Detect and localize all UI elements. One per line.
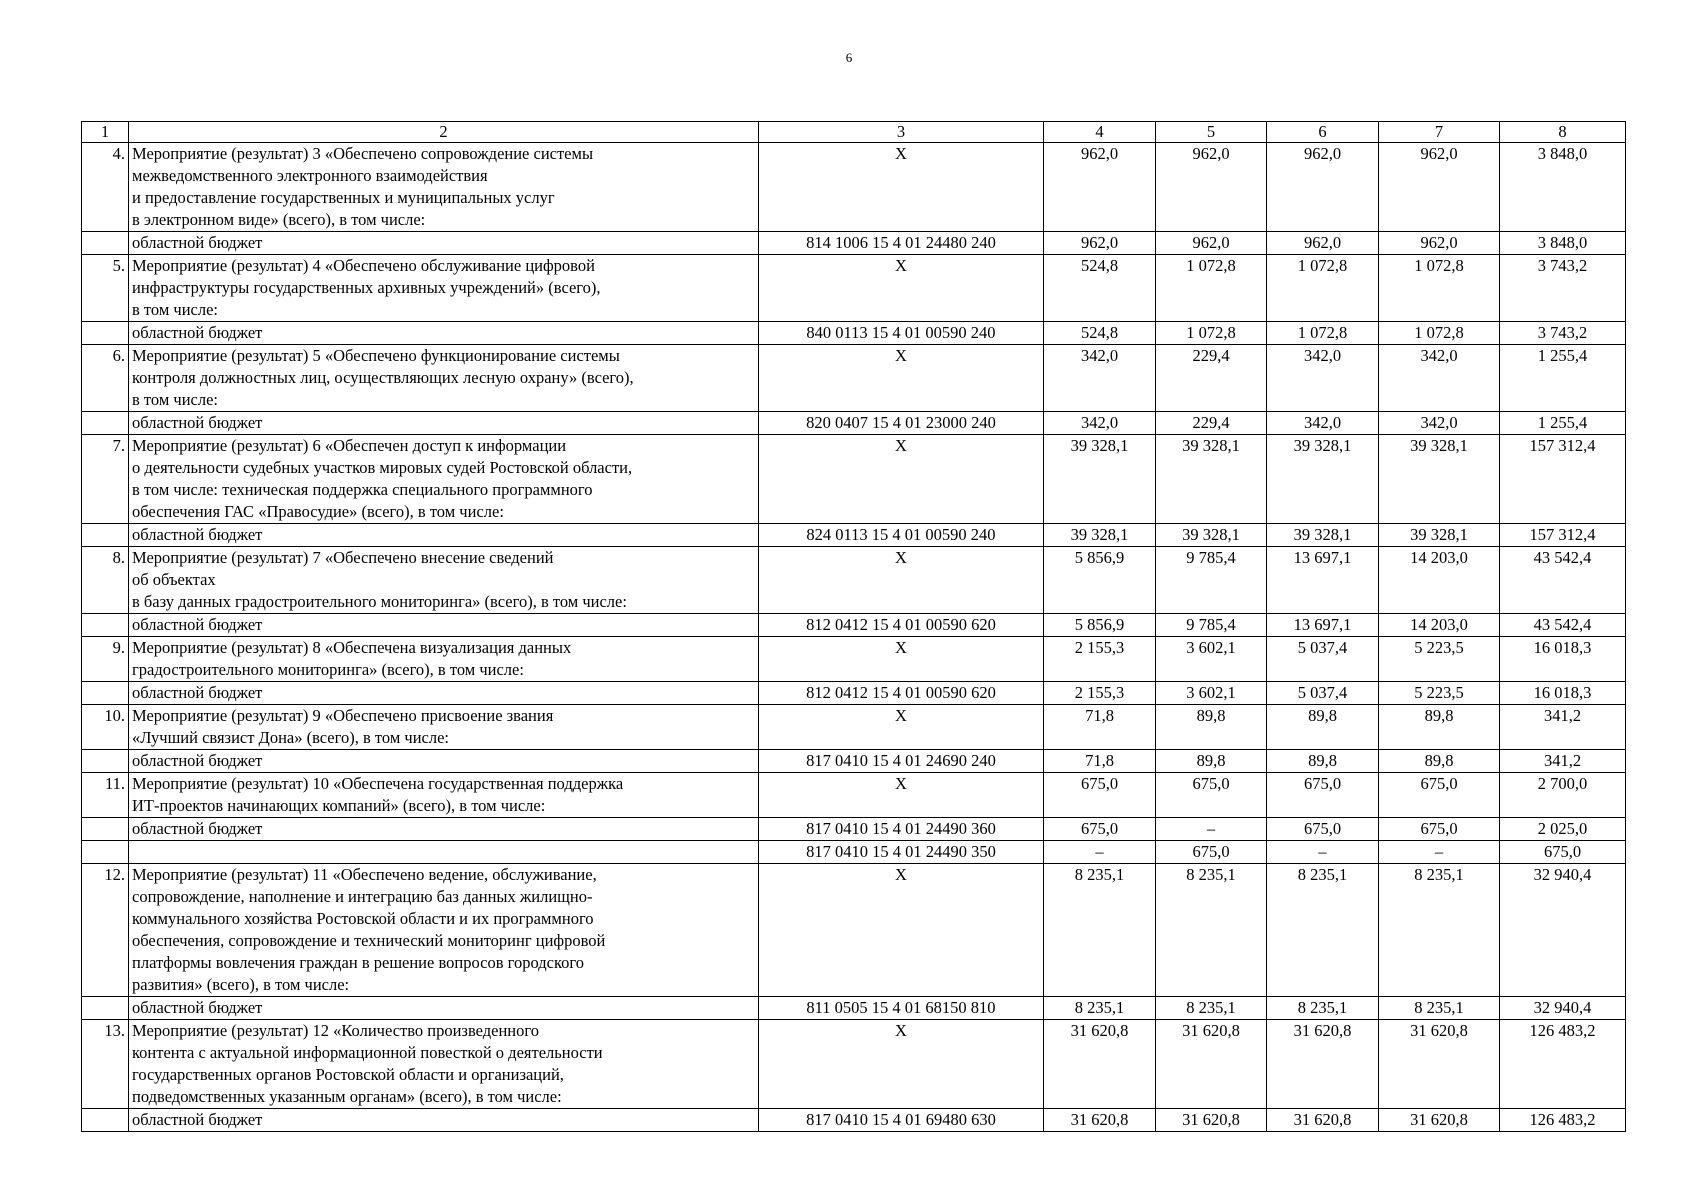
amount-cell: 675,0 [1500,841,1626,864]
row-number-cell: 10. [82,705,129,750]
budget-code-cell: 812 0412 15 4 01 00590 620 [759,614,1044,637]
description-line: областной бюджет [132,1110,263,1129]
measure-row [82,255,1626,322]
budget-code-cell: 817 0410 15 4 01 24490 360 [759,818,1044,841]
measure-row [82,547,1626,614]
amount-cell: 31 620,8 [1379,1109,1500,1132]
budget-row [82,750,1626,773]
amount-cell: 1 072,8 [1379,255,1500,322]
description-cell [129,705,759,750]
amount-cell: 71,8 [1044,750,1156,773]
description-line: областной бюджет [132,819,263,838]
description-cell [129,818,759,841]
amount-cell: 39 328,1 [1156,524,1267,547]
amount-cell: 1 072,8 [1156,255,1267,322]
amount-cell: 3 602,1 [1156,682,1267,705]
description-cell [129,841,759,864]
amount-cell: 89,8 [1267,750,1379,773]
amount-cell: – [1379,841,1500,864]
description-cell [129,412,759,435]
description-line: Мероприятие (результат) 4 «Обеспечено обслуживание цифровой [132,256,595,275]
amount-cell: 962,0 [1156,232,1267,255]
header-cell: 8 [1500,122,1626,143]
description-line: Мероприятие (результат) 7 «Обеспечено внесение сведений [132,548,554,567]
row-number-cell: 7. [82,435,129,524]
budget-row [82,232,1626,255]
description-line: обеспечения, сопровождение и технический мониторинг цифровой [132,931,606,950]
amount-cell: 3 743,2 [1500,322,1626,345]
description-line: Мероприятие (результат) 8 «Обеспечена визуализация данных [132,638,572,657]
budget-code-cell: Х [759,547,1044,614]
description-cell [129,773,759,818]
amount-cell: 13 697,1 [1267,547,1379,614]
measure-row [82,345,1626,412]
amount-cell: 8 235,1 [1044,864,1156,997]
table-body [82,122,1626,1132]
amount-cell: 524,8 [1044,255,1156,322]
amount-cell: 89,8 [1156,705,1267,750]
measure-row [82,1020,1626,1109]
amount-cell: 32 940,4 [1500,997,1626,1020]
row-number-cell: 12. [82,864,129,997]
amount-cell: 31 620,8 [1156,1020,1267,1109]
description-line: Мероприятие (результат) 9 «Обеспечено присвоение звания [132,706,554,725]
amount-cell: 13 697,1 [1267,614,1379,637]
amount-cell: 229,4 [1156,345,1267,412]
amount-cell: 31 620,8 [1379,1020,1500,1109]
description-cell [129,614,759,637]
description-line: межведомственного электронного взаимодействия [132,166,488,185]
amount-cell: 32 940,4 [1500,864,1626,997]
budget-code-cell: 817 0410 15 4 01 24490 350 [759,841,1044,864]
amount-cell: 8 235,1 [1156,997,1267,1020]
header-cell: 4 [1044,122,1156,143]
budget-code-cell: Х [759,1020,1044,1109]
row-number-cell: 6. [82,345,129,412]
description-line: Мероприятие (результат) 3 «Обеспечено сопровождение системы [132,144,594,163]
description-line: областной бюджет [132,233,263,252]
budget-code-cell: 820 0407 15 4 01 23000 240 [759,412,1044,435]
budget-code-cell: 812 0412 15 4 01 00590 620 [759,682,1044,705]
measure-row [82,705,1626,750]
description-line: сопровождение, наполнение и интеграцию баз данных жилищно- [132,887,593,906]
amount-cell: 1 255,4 [1500,345,1626,412]
amount-cell: 5 037,4 [1267,682,1379,705]
row-number-cell: 5. [82,255,129,322]
amount-cell: 1 072,8 [1267,255,1379,322]
amount-cell: 39 328,1 [1156,435,1267,524]
description-line [132,841,755,863]
description-cell [129,232,759,255]
description-cell [129,345,759,412]
amount-cell: 2 025,0 [1500,818,1626,841]
row-number-cell [82,1109,129,1132]
amount-cell: 8 235,1 [1044,997,1156,1020]
amount-cell: 342,0 [1044,345,1156,412]
amount-cell: 341,2 [1500,705,1626,750]
header-cell: 3 [759,122,1044,143]
row-number-cell: 4. [82,143,129,232]
description-line: областной бюджет [132,323,263,342]
amount-cell: 31 620,8 [1267,1109,1379,1132]
amount-cell: 962,0 [1379,143,1500,232]
amount-cell: 342,0 [1379,412,1500,435]
amount-cell: 229,4 [1156,412,1267,435]
amount-cell: 8 235,1 [1379,997,1500,1020]
description-cell [129,547,759,614]
budget-code-cell: Х [759,637,1044,682]
amount-cell: 14 203,0 [1379,547,1500,614]
amount-cell: 2 155,3 [1044,682,1156,705]
description-cell [129,143,759,232]
description-line: Мероприятие (результат) 10 «Обеспечена государственная поддержка [132,774,624,793]
amount-cell: 39 328,1 [1267,524,1379,547]
amount-cell: 126 483,2 [1500,1109,1626,1132]
amount-cell: 5 037,4 [1267,637,1379,682]
amount-cell: 126 483,2 [1500,1020,1626,1109]
amount-cell: 157 312,4 [1500,524,1626,547]
budget-row [82,524,1626,547]
amount-cell: 43 542,4 [1500,614,1626,637]
description-line: ИТ-проектов начинающих компаний» (всего), в том числе: [132,796,546,815]
amount-cell: 9 785,4 [1156,547,1267,614]
measure-row [82,435,1626,524]
amount-cell: 89,8 [1156,750,1267,773]
amount-cell: 3 743,2 [1500,255,1626,322]
description-cell [129,322,759,345]
budget-row [82,841,1626,864]
table-header-row [82,122,1626,143]
description-line: подведомственных указанным органам» (всего), в том числе: [132,1087,562,1106]
amount-cell: 675,0 [1379,818,1500,841]
description-cell [129,864,759,997]
description-line: об объектах [132,570,216,589]
description-line: областной бюджет [132,683,263,702]
budget-table [81,121,1626,1132]
description-line: «Лучший связист Дона» (всего), в том числе: [132,728,449,747]
description-line: в электронном виде» (всего), в том числе: [132,210,426,229]
measure-row [82,637,1626,682]
amount-cell: 31 620,8 [1156,1109,1267,1132]
description-line: областной бюджет [132,998,263,1017]
budget-row [82,614,1626,637]
amount-cell: 342,0 [1267,412,1379,435]
amount-cell: 675,0 [1044,773,1156,818]
amount-cell: 2 700,0 [1500,773,1626,818]
row-number-cell [82,232,129,255]
page-number: 6 [845,50,853,65]
amount-cell: 3 848,0 [1500,232,1626,255]
amount-cell: 5 223,5 [1379,637,1500,682]
budget-code-cell: Х [759,255,1044,322]
amount-cell: 8 235,1 [1267,864,1379,997]
measure-row [82,143,1626,232]
amount-cell: 2 155,3 [1044,637,1156,682]
description-line: областной бюджет [132,413,263,432]
header-cell: 2 [129,122,759,143]
amount-cell: 39 328,1 [1379,524,1500,547]
description-line: Мероприятие (результат) 6 «Обеспечен доступ к информации [132,436,567,455]
budget-code-cell: Х [759,143,1044,232]
budget-code-cell: Х [759,345,1044,412]
amount-cell: 962,0 [1044,143,1156,232]
description-line: областной бюджет [132,525,263,544]
amount-cell: 342,0 [1044,412,1156,435]
description-line: областной бюджет [132,615,263,634]
description-line: государственных органов Ростовской области и организаций, [132,1065,564,1084]
description-line: инфраструктуры государственных архивных учреждений» (всего), [132,278,601,297]
amount-cell: 1 072,8 [1267,322,1379,345]
description-line: в том числе: [132,300,219,319]
budget-row [82,818,1626,841]
amount-cell: 89,8 [1267,705,1379,750]
budget-code-cell: 840 0113 15 4 01 00590 240 [759,322,1044,345]
amount-cell: 43 542,4 [1500,547,1626,614]
budget-code-cell: Х [759,435,1044,524]
budget-row [82,997,1626,1020]
amount-cell: 71,8 [1044,705,1156,750]
budget-code-cell: Х [759,705,1044,750]
amount-cell: 5 856,9 [1044,547,1156,614]
budget-code-cell: 817 0410 15 4 01 24690 240 [759,750,1044,773]
row-number-cell: 9. [82,637,129,682]
amount-cell: – [1156,818,1267,841]
amount-cell: 1 072,8 [1156,322,1267,345]
description-line: Мероприятие (результат) 5 «Обеспечено функционирование системы [132,346,620,365]
amount-cell: 675,0 [1156,773,1267,818]
amount-cell: 342,0 [1267,345,1379,412]
description-cell [129,682,759,705]
budget-row [82,412,1626,435]
amount-cell: 342,0 [1379,345,1500,412]
amount-cell: 5 856,9 [1044,614,1156,637]
amount-cell: 9 785,4 [1156,614,1267,637]
description-line: градостроительного мониторинга» (всего), в том числе: [132,660,524,679]
amount-cell: 31 620,8 [1267,1020,1379,1109]
row-number-cell: 8. [82,547,129,614]
budget-row [82,1109,1626,1132]
amount-cell: 524,8 [1044,322,1156,345]
description-line: Мероприятие (результат) 11 «Обеспечено ведение, обслуживание, [132,865,597,884]
amount-cell: 3 602,1 [1156,637,1267,682]
description-cell [129,524,759,547]
amount-cell: 16 018,3 [1500,682,1626,705]
header-cell: 1 [82,122,129,143]
row-number-cell [82,841,129,864]
row-number-cell [82,818,129,841]
description-line: контроля должностных лиц, осуществляющих лесную охрану» (всего), [132,368,634,387]
amount-cell: 89,8 [1379,705,1500,750]
budget-code-cell: Х [759,864,1044,997]
budget-row [82,682,1626,705]
header-cell: 7 [1379,122,1500,143]
row-number-cell [82,682,129,705]
amount-cell: 962,0 [1379,232,1500,255]
amount-cell: 31 620,8 [1044,1109,1156,1132]
description-line: в базу данных градостроительного мониторинга» (всего), в том числе: [132,592,627,611]
row-number-cell [82,524,129,547]
header-cell: 5 [1156,122,1267,143]
amount-cell: 31 620,8 [1044,1020,1156,1109]
header-cell: 6 [1267,122,1379,143]
amount-cell: 39 328,1 [1379,435,1500,524]
amount-cell: 675,0 [1156,841,1267,864]
amount-cell: 341,2 [1500,750,1626,773]
budget-code-cell: 817 0410 15 4 01 69480 630 [759,1109,1044,1132]
amount-cell: 157 312,4 [1500,435,1626,524]
description-cell [129,637,759,682]
row-number-cell [82,750,129,773]
budget-row [82,322,1626,345]
amount-cell: 14 203,0 [1379,614,1500,637]
amount-cell: 962,0 [1267,143,1379,232]
amount-cell: 962,0 [1156,143,1267,232]
amount-cell: 962,0 [1267,232,1379,255]
description-line: и предоставление государственных и муниципальных услуг [132,188,555,207]
row-number-cell: 13. [82,1020,129,1109]
description-cell [129,435,759,524]
amount-cell: 8 235,1 [1156,864,1267,997]
budget-code-cell: 814 1006 15 4 01 24480 240 [759,232,1044,255]
row-number-cell: 11. [82,773,129,818]
amount-cell: 675,0 [1044,818,1156,841]
budget-code-cell: 811 0505 15 4 01 68150 810 [759,997,1044,1020]
amount-cell: 1 255,4 [1500,412,1626,435]
amount-cell: 39 328,1 [1044,524,1156,547]
amount-cell: 39 328,1 [1044,435,1156,524]
amount-cell: 39 328,1 [1267,435,1379,524]
description-cell [129,997,759,1020]
description-line: в том числе: [132,390,219,409]
description-line: обеспечения ГАС «Правосудие» (всего), в том числе: [132,502,504,521]
measure-row [82,864,1626,997]
description-cell [129,1020,759,1109]
budget-code-cell: 824 0113 15 4 01 00590 240 [759,524,1044,547]
description-line: областной бюджет [132,751,263,770]
amount-cell: 8 235,1 [1267,997,1379,1020]
description-cell [129,255,759,322]
amount-cell: 675,0 [1267,818,1379,841]
description-cell [129,750,759,773]
description-line: в том числе: техническая поддержка специального программного [132,480,593,499]
description-line: контента с актуальной информационной повесткой о деятельности [132,1043,603,1062]
row-number-cell [82,997,129,1020]
amount-cell: 16 018,3 [1500,637,1626,682]
description-line: коммунального хозяйства Ростовской области и их программного [132,909,594,928]
amount-cell: 5 223,5 [1379,682,1500,705]
description-cell [129,1109,759,1132]
row-number-cell [82,614,129,637]
budget-code-cell: Х [759,773,1044,818]
description-line: платформы вовлечения граждан в решение вопросов городского [132,953,584,972]
amount-cell: 675,0 [1379,773,1500,818]
amount-cell: 675,0 [1267,773,1379,818]
row-number-cell [82,412,129,435]
amount-cell: – [1267,841,1379,864]
amount-cell: 1 072,8 [1379,322,1500,345]
amount-cell: 89,8 [1379,750,1500,773]
row-number-cell [82,322,129,345]
amount-cell: 962,0 [1044,232,1156,255]
amount-cell: 3 848,0 [1500,143,1626,232]
description-line: о деятельности судебных участков мировых судей Ростовской области, [132,458,633,477]
amount-cell: 8 235,1 [1379,864,1500,997]
measure-row [82,773,1626,818]
amount-cell: – [1044,841,1156,864]
description-line: Мероприятие (результат) 12 «Количество произведенного [132,1021,539,1040]
description-line: развития» (всего), в том числе: [132,975,350,994]
